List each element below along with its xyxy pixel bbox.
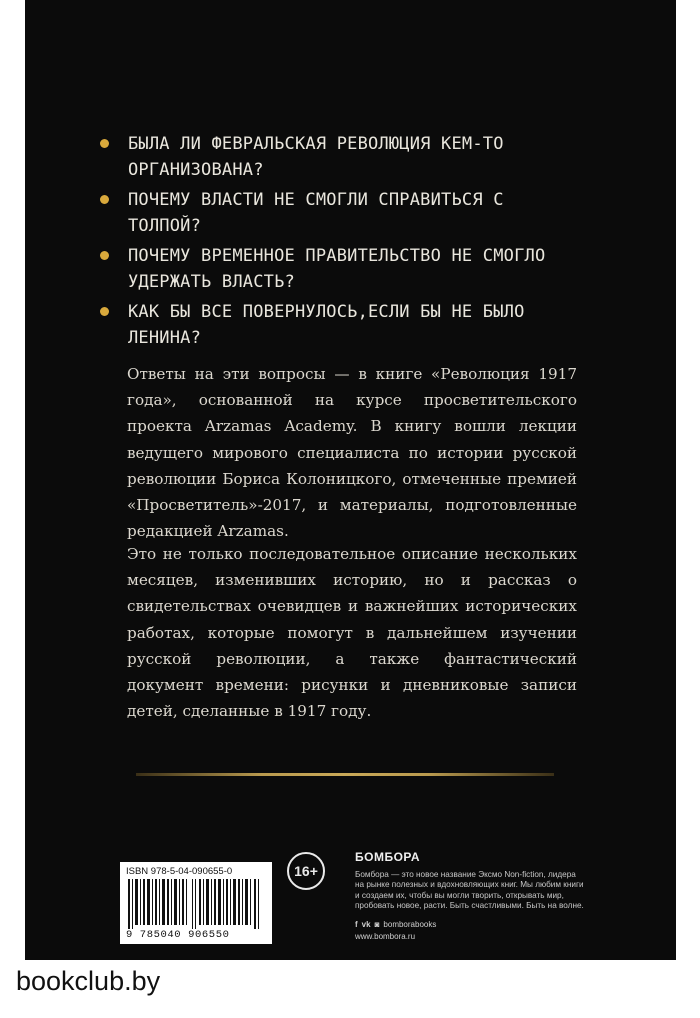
- gold-divider: [136, 773, 554, 776]
- publisher-block: [355, 850, 585, 941]
- barcode-icon: [126, 879, 266, 929]
- barcode-digits: 9 785040 906550: [126, 929, 230, 941]
- description-paragraph-1: Ответы на эти вопросы — в книге «Революция 1917 года», основанной на курсе просветительского проекта Arzamas Academy. В книгу вошли лекции ведущего мирового специалиста по истории русской революции Бориса Колоницкого, отмеченные премией «Просветитель»-2017, и материалы, подготовленные редакцией Arzamas.: [127, 365, 577, 541]
- question-item: [94, 243, 564, 295]
- description-paragraph-2: Это не только последовательное описание нескольких месяцев, изменивших историю, но и рассказ о свидетельствах очевидцев и важнейших исторических работах, которые помогут в дальнейшем изучении русской революции, а также фантастический документ времени: рисунки и дневниковые записи детей, сделанные в 1917 году.: [127, 545, 577, 721]
- instagram-icon: ◙: [374, 919, 380, 929]
- question-item: [94, 131, 564, 183]
- gold-bullet-icon: [100, 195, 109, 204]
- gold-bullet-icon: [100, 139, 109, 148]
- site-watermark: bookclub.by: [16, 966, 161, 996]
- question-text: ПОЧЕМУ ВРЕМЕННОЕ ПРАВИТЕЛЬСТВО НЕ СМОГЛО УДЕРЖАТЬ ВЛАСТЬ?: [128, 246, 546, 292]
- social-links: [355, 920, 585, 929]
- isbn-text: ISBN 978-5-04-090655-0: [126, 866, 233, 877]
- publisher-website: www.bombora.ru: [355, 931, 416, 941]
- question-item: [94, 299, 564, 351]
- publisher-logo: БОМБОРА: [355, 850, 421, 864]
- gold-bullet-icon: [100, 251, 109, 260]
- question-text: КАК БЫ ВСЕ ПОВЕРНУЛОСЬ,ЕСЛИ БЫ НЕ БЫЛО ЛЕНИНА?: [128, 302, 525, 348]
- age-rating-badge: 16+: [287, 852, 325, 890]
- vk-icon: vk: [361, 919, 371, 929]
- barcode-block: [120, 862, 272, 944]
- facebook-icon: f: [355, 919, 358, 929]
- gold-bullet-icon: [100, 307, 109, 316]
- social-handle: bomborabooks: [383, 919, 437, 929]
- publisher-description: Бомбора — это новое название Эксмо Non-fiction, лидера на рынке полезных и вдохновляющих книг. Мы любим книги и создаем их, чтобы вы могли творить, открывать мир, пробовать новое, расти. Быть счастливыми. Быть на волне.: [355, 870, 584, 911]
- question-list: [94, 131, 564, 355]
- question-text: БЫЛА ЛИ ФЕВРАЛЬСКАЯ РЕВОЛЮЦИЯ КЕМ-ТО ОРГАНИЗОВАНА?: [128, 134, 504, 180]
- question-text: ПОЧЕМУ ВЛАСТИ НЕ СМОГЛИ СПРАВИТЬСЯ С ТОЛПОЙ?: [128, 190, 504, 236]
- question-item: [94, 187, 564, 239]
